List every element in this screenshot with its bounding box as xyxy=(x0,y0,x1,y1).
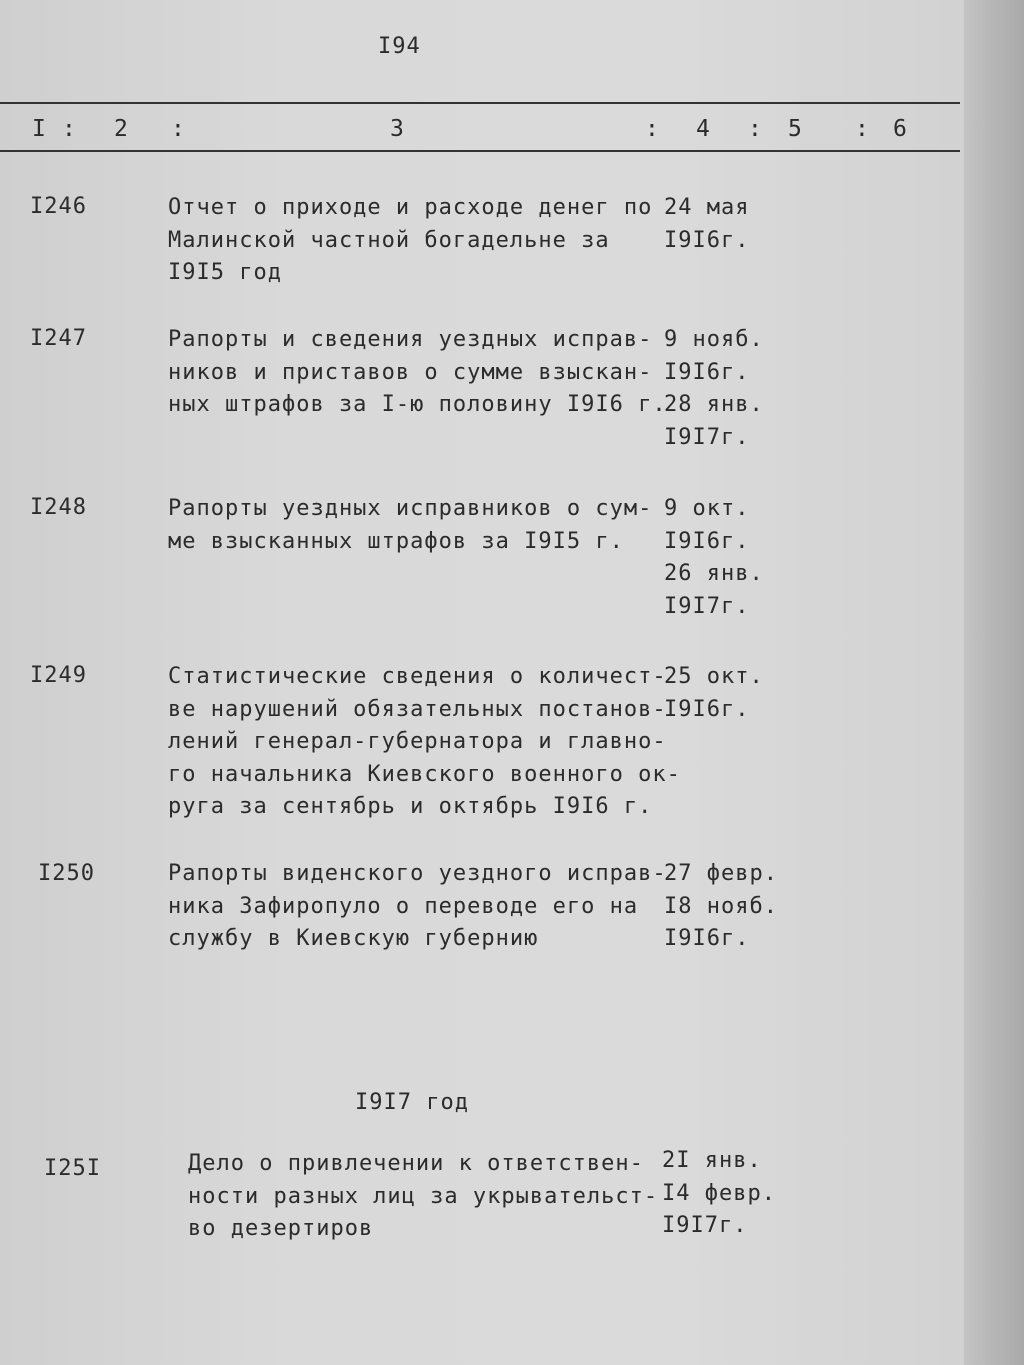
header-col-4: 4 xyxy=(696,116,710,142)
entry-dates xyxy=(662,1145,792,1243)
header-col-6: 6 xyxy=(893,116,907,142)
date-line: I9I6г. xyxy=(664,359,750,385)
header-col-2: 2 xyxy=(114,116,128,142)
date-line: I9I7г. xyxy=(664,424,750,450)
description-line: ности разных лиц за укрывательст- xyxy=(188,1183,659,1209)
header-sep-1: : xyxy=(62,116,76,142)
entry-description xyxy=(168,324,667,422)
description-line: Отчет о приходе и расходе денег по xyxy=(168,195,653,220)
description-line: Статистические сведения о количест- xyxy=(168,664,667,689)
entry-description xyxy=(168,661,681,824)
description-line: Рапорты уездных исправников о сум- xyxy=(168,496,653,521)
date-line: 24 мая xyxy=(664,195,750,220)
description-line: ных штрафов за I-ю половину I9I6 г. xyxy=(168,392,667,417)
date-line: I9I6г. xyxy=(664,926,750,951)
date-line: I9I6г. xyxy=(664,227,750,253)
date-line: 9 нояб. xyxy=(664,327,764,352)
date-line: 25 окт. xyxy=(664,664,764,689)
header-col-5: 5 xyxy=(788,116,802,142)
entry-dates xyxy=(664,858,794,956)
date-line: I9I6г. xyxy=(664,696,750,722)
entry-number: I246 xyxy=(30,194,87,219)
description-line: I9I5 год xyxy=(168,260,282,285)
description-line: ника Зафиропуло о переводе его на xyxy=(168,893,639,919)
entry-dates xyxy=(664,661,794,726)
header-col-1: I xyxy=(32,116,46,142)
date-line: I4 февр. xyxy=(662,1180,776,1206)
header-sep-2: : xyxy=(171,116,185,142)
description-line: службу в Киевскую губернию xyxy=(168,926,539,951)
date-line: I9I6г. xyxy=(664,528,750,554)
description-line: ников и приставов о сумме взыскан- xyxy=(168,359,653,385)
page-edge xyxy=(964,0,1024,1365)
header-sep-3: : xyxy=(645,116,659,142)
page-number: I94 xyxy=(378,34,421,59)
entry-dates xyxy=(664,192,794,257)
header-top-rule xyxy=(0,102,960,104)
date-line: 28 янв. xyxy=(664,392,764,417)
header-sep-5: : xyxy=(855,116,869,142)
description-line: ве нарушений обязательных постанов- xyxy=(168,696,667,722)
entry-description xyxy=(168,858,667,956)
date-line: I9I7г. xyxy=(662,1213,748,1238)
entry-number: I249 xyxy=(30,663,87,688)
description-line: ме взысканных штрафов за I9I5 г. xyxy=(168,528,624,554)
entry-number: I247 xyxy=(30,326,87,351)
header-bottom-rule xyxy=(0,150,960,152)
date-line: 26 янв. xyxy=(664,561,764,586)
entry-number: I25I xyxy=(44,1156,101,1181)
description-line: Малинской частной богадельне за xyxy=(168,227,610,253)
entry-description xyxy=(188,1148,678,1246)
section-title-year: I9I7 год xyxy=(355,1090,469,1115)
description-line: во дезертиров xyxy=(188,1216,374,1241)
header-col-3: 3 xyxy=(390,116,404,142)
entry-number: I248 xyxy=(30,495,87,520)
date-line: I8 нояб. xyxy=(664,893,778,919)
entry-dates xyxy=(664,493,794,623)
description-line: Дело о привлечении к ответствен- xyxy=(188,1151,644,1176)
description-line: Рапорты виденского уездного исправ- xyxy=(168,861,667,886)
date-line: 2I янв. xyxy=(662,1148,762,1173)
description-line: го начальника Киевского военного ок- xyxy=(168,761,681,787)
description-line: Рапорты и сведения уездных исправ- xyxy=(168,327,653,352)
date-line: I9I7г. xyxy=(664,593,750,619)
description-line: лений генерал-губернатора и главно- xyxy=(168,729,667,754)
entry-description xyxy=(168,192,658,290)
description-line: руга за сентябрь и октябрь I9I6 г. xyxy=(168,794,653,819)
entry-number: I250 xyxy=(38,861,95,886)
entry-description xyxy=(168,493,658,558)
date-line: 27 февр. xyxy=(664,861,778,886)
entry-dates xyxy=(664,324,794,454)
date-line: 9 окт. xyxy=(664,496,750,521)
header-sep-4: : xyxy=(748,116,762,142)
